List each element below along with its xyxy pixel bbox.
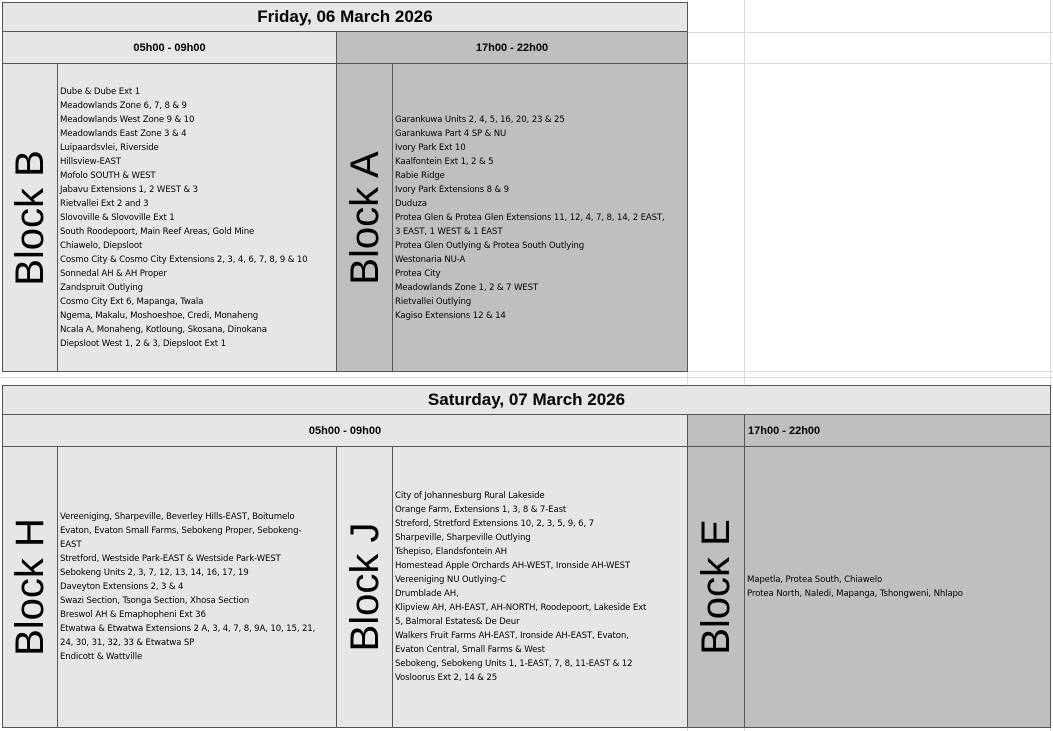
friday-morning-slot: 05h00 - 09h00 [2,31,337,64]
saturday-block-e-cell [687,446,745,728]
gridline [687,371,1053,372]
friday-block-a-cell [336,63,393,372]
area-line: 24, 30, 31, 32, 33 & Etwatwa SP [60,638,195,648]
area-line: Drumblade AH, [395,589,459,599]
area-line: Protea City [395,268,441,279]
saturday-morning-slot: 05h00 - 09h00 [2,414,688,447]
area-line: Evaton, Evaton Small Farms, Sebokeng Proper, Sebokeng- [60,526,302,536]
area-line: Breswol AH & Emaphopheni Ext 36 [60,610,206,620]
area-line: Cosmo City & Cosmo City Extensions 2, 3, 4, 6, 7, 8, 9 & 10 [60,254,308,265]
block-b-label: Block B [8,149,52,286]
area-line: Meadowlands West Zone 9 & 10 [60,114,195,125]
area-line: City of Johannesburg Rural Lakeside [395,491,545,501]
area-line: Rietvallei Ext 2 and 3 [60,198,149,209]
saturday-block-e-areas [744,446,1051,728]
block-h-label: Block H [8,518,52,656]
area-line: Protea Glen & Protea Glen Extensions 11, 12, 4, 7, 8, 14, 2 EAST, [395,212,665,223]
block-a-label: Block A [342,150,387,285]
area-line: Chiawelo, Diepsloot [60,240,143,251]
area-line: 5, Balmoral Estates& De Deur [395,617,520,627]
area-line: Walkers Fruit Farms AH-EAST, Ironside AH-EAST, Evaton, [395,631,629,641]
block-e-label: Block E [694,519,738,655]
area-line: Slovoville & Slovoville Ext 1 [60,212,175,223]
area-line: Vosloorus Ext 2, 14 & 25 [395,673,498,683]
area-line: Homestead Apple Orchards AH-WEST, Ironside AH-WEST [395,561,631,571]
saturday-block-h-cell [2,446,58,728]
area-line: Protea North, Naledi, Mapanga, Tshongweni, Nhlapo [747,589,963,599]
area-line: Meadowlands East Zone 3 & 4 [60,128,187,139]
area-line: Daveyton Extensions 2, 3 & 4 [60,582,184,592]
saturday-block-j-cell [336,446,393,728]
area-line: Tshepiso, Elandsfontein AH [395,547,507,557]
area-line: Ivory Park Extensions 8 & 9 [395,184,509,195]
area-line: EAST [60,540,82,550]
area-line: Meadowlands Zone 6, 7, 8 & 9 [60,100,187,111]
area-line: 3 EAST, 1 WEST & 1 EAST [395,226,503,237]
area-line: Swazi Section, Tsonga Section, Xhosa Section [60,596,250,606]
area-line: Cosmo City Ext 6, Mapanga, Twala [60,296,204,307]
area-line: Garankuwa Units 2, 4, 5, 16, 20, 23 & 25 [395,114,565,125]
area-line: Etwatwa & Etwatwa Extensions 2 A, 3, 4, 7, 8, 9A, 10, 15, 21, [60,624,316,634]
area-line: Streford, Stretford Extensions 10, 2, 3, 5, 9, 6, 7 [395,519,594,529]
friday-block-b-cell [2,63,58,372]
area-line: Kaalfontein Ext 1, 2 & 5 [395,156,494,167]
area-line: South Roodepoort, Main Reef Areas, Gold Mine [60,226,255,237]
area-line: Rietvallei Outlying [395,296,472,307]
friday-evening-slot: 17h00 - 22h00 [336,31,688,64]
area-line: Westonaria NU-A [395,254,466,265]
area-line: Evaton Central, Small Farms & West [395,645,545,655]
area-line: Mapetla, Protea South, Chiawelo [747,575,883,585]
friday-block-a-areas [392,63,688,372]
area-line: Stretford, Westside Park-EAST & Westside Park-WEST [60,554,281,564]
friday-block-b-areas [57,63,337,372]
saturday-evening-slot-spacer [687,414,745,447]
gridline [687,32,1053,33]
saturday-block-j-areas [392,446,688,728]
area-line: Klipview AH, AH-EAST, AH-NORTH, Roodepoort, Lakeside Ext [395,603,647,613]
area-line: Duduza [395,198,427,209]
area-line: Protea Glen Outlying & Protea South Outlying [395,240,585,251]
area-line: Garankuwa Part 4 SP & NU [395,128,507,139]
area-line: Dube & Dube Ext 1 [60,86,141,97]
area-line: Zandspruit Outlying [60,282,143,293]
saturday-block-h-areas [57,446,337,728]
area-line: Kagiso Extensions 12 & 14 [395,310,506,321]
area-line: Vereeniging NU Outlying-C [395,575,506,585]
area-line: Sebokeng Units 2, 3, 7, 12, 13, 14, 16, 17, 19 [60,568,249,578]
area-line: Meadowlands Zone 1, 2 & 7 WEST [395,282,538,293]
area-line: Ncala A, Monaheng, Kotloung, Skosana, Dinokana [60,324,267,335]
gridline [0,377,1053,378]
saturday-date-title: Saturday, 07 March 2026 [2,385,1051,415]
area-line: Luipaardsvlei, Riverside [60,142,159,153]
area-line: Sebokeng, Sebokeng Units 1, 1-EAST, 7, 8, 11-EAST & 12 [395,659,633,669]
area-line: Vereeniging, Sharpeville, Beverley Hills-EAST, Boitumelo [60,512,295,522]
area-line: Sonnedal AH & AH Proper [60,268,167,279]
area-line: Ngema, Makalu, Moshoeshoe, Credi, Monaheng [60,310,259,321]
area-line: Sharpeville, Sharpeville Outlying [395,533,531,543]
area-line: Ivory Park Ext 10 [395,142,466,153]
area-line: Hillsview-EAST [60,156,121,167]
block-j-label: Block J [342,522,387,652]
area-line: Mofolo SOUTH & WEST [60,170,156,181]
gridline [687,63,1053,64]
area-line: Orange Farm, Extensions 1, 3, 8 & 7-East [395,505,567,515]
area-line: Jabavu Extensions 1, 2 WEST & 3 [60,184,198,195]
friday-date-title: Friday, 06 March 2026 [2,2,688,32]
area-line: Diepsloot West 1, 2 & 3, Diepsloot Ext 1 [60,338,226,349]
area-line: Endicott & Wattville [60,652,143,662]
area-line: Rabie Ridge [395,170,445,181]
saturday-evening-slot: 17h00 - 22h00 [744,414,1051,447]
